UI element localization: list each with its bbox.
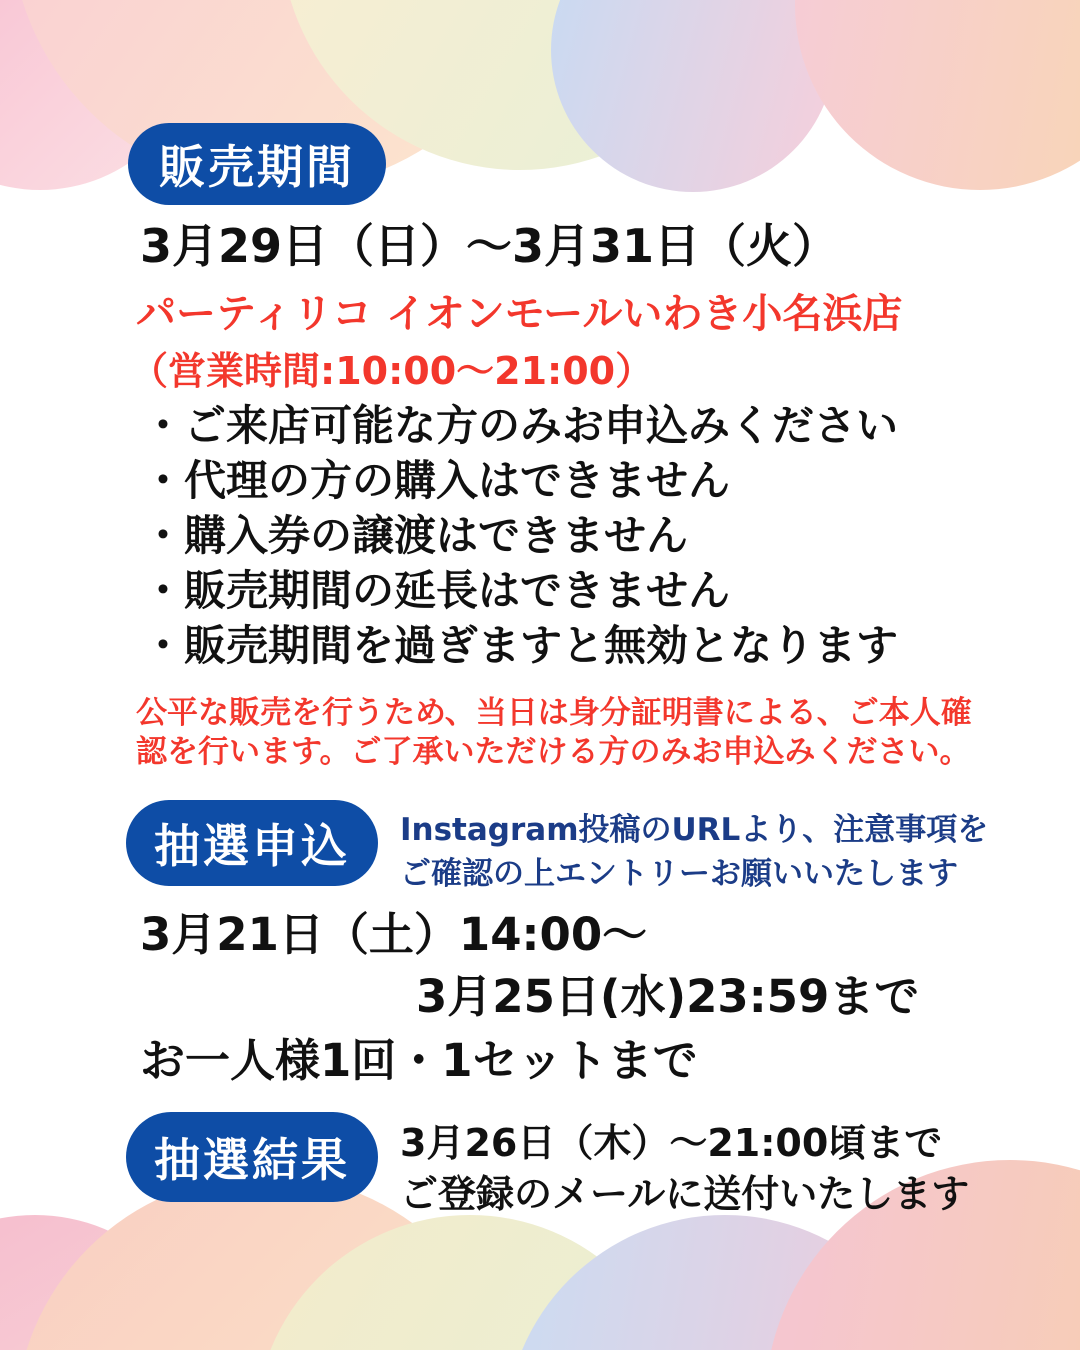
identity-check-warning-line1: 公平な販売を行うため、当日は身分証明書による、ご本人確 <box>136 695 972 731</box>
sales-notes-list <box>142 398 898 673</box>
sales-note-item: ・販売期間を過ぎますと無効となります <box>142 621 899 670</box>
store-name: パーティリコ イオンモールいわき小名浜店 <box>136 291 903 337</box>
lottery-result-note <box>400 1118 969 1220</box>
entry-limit: お一人様1回・1セットまで <box>140 1034 698 1087</box>
entry-start-datetime: 3月21日（土）14:00〜 <box>140 908 648 961</box>
lottery-result-badge <box>126 1112 378 1202</box>
lottery-result-note-line2: ご登録のメールに送付いたします <box>400 1172 970 1216</box>
sales-period-badge <box>128 123 386 205</box>
sales-note-item: ・購入券の譲渡はできません <box>142 511 689 560</box>
lottery-result-note-line1: 3月26日（木）〜21:00頃まで <box>400 1121 943 1165</box>
lottery-entry-note-line1: Instagram投稿のURLより、注意事項を <box>400 812 989 848</box>
lottery-entry-badge <box>126 800 378 886</box>
identity-check-warning <box>136 694 972 772</box>
lottery-entry-note-line2: ご確認の上エントリーお願いいたします <box>400 856 958 892</box>
lottery-entry-badge-label: 抽選申込 <box>154 819 350 873</box>
lottery-entry-note <box>400 808 988 896</box>
sales-note-item: ・代理の方の購入はできません <box>142 456 731 505</box>
identity-check-warning-line2: 認を行います。ご了承いただける方のみお申込みください。 <box>136 734 971 770</box>
entry-end-datetime: 3月25日(水)23:59まで <box>416 970 920 1023</box>
sales-note-item: ・販売期間の延長はできません <box>142 566 731 615</box>
sales-date-range: 3月29日（日）〜3月31日（火） <box>140 219 839 273</box>
lottery-result-badge-label: 抽選結果 <box>154 1133 350 1187</box>
sales-note-item: ・ご来店可能な方のみお申込みください <box>142 401 899 450</box>
store-hours: （営業時間:10:00〜21:00） <box>130 349 654 393</box>
sales-period-badge-label: 販売期間 <box>159 140 355 194</box>
